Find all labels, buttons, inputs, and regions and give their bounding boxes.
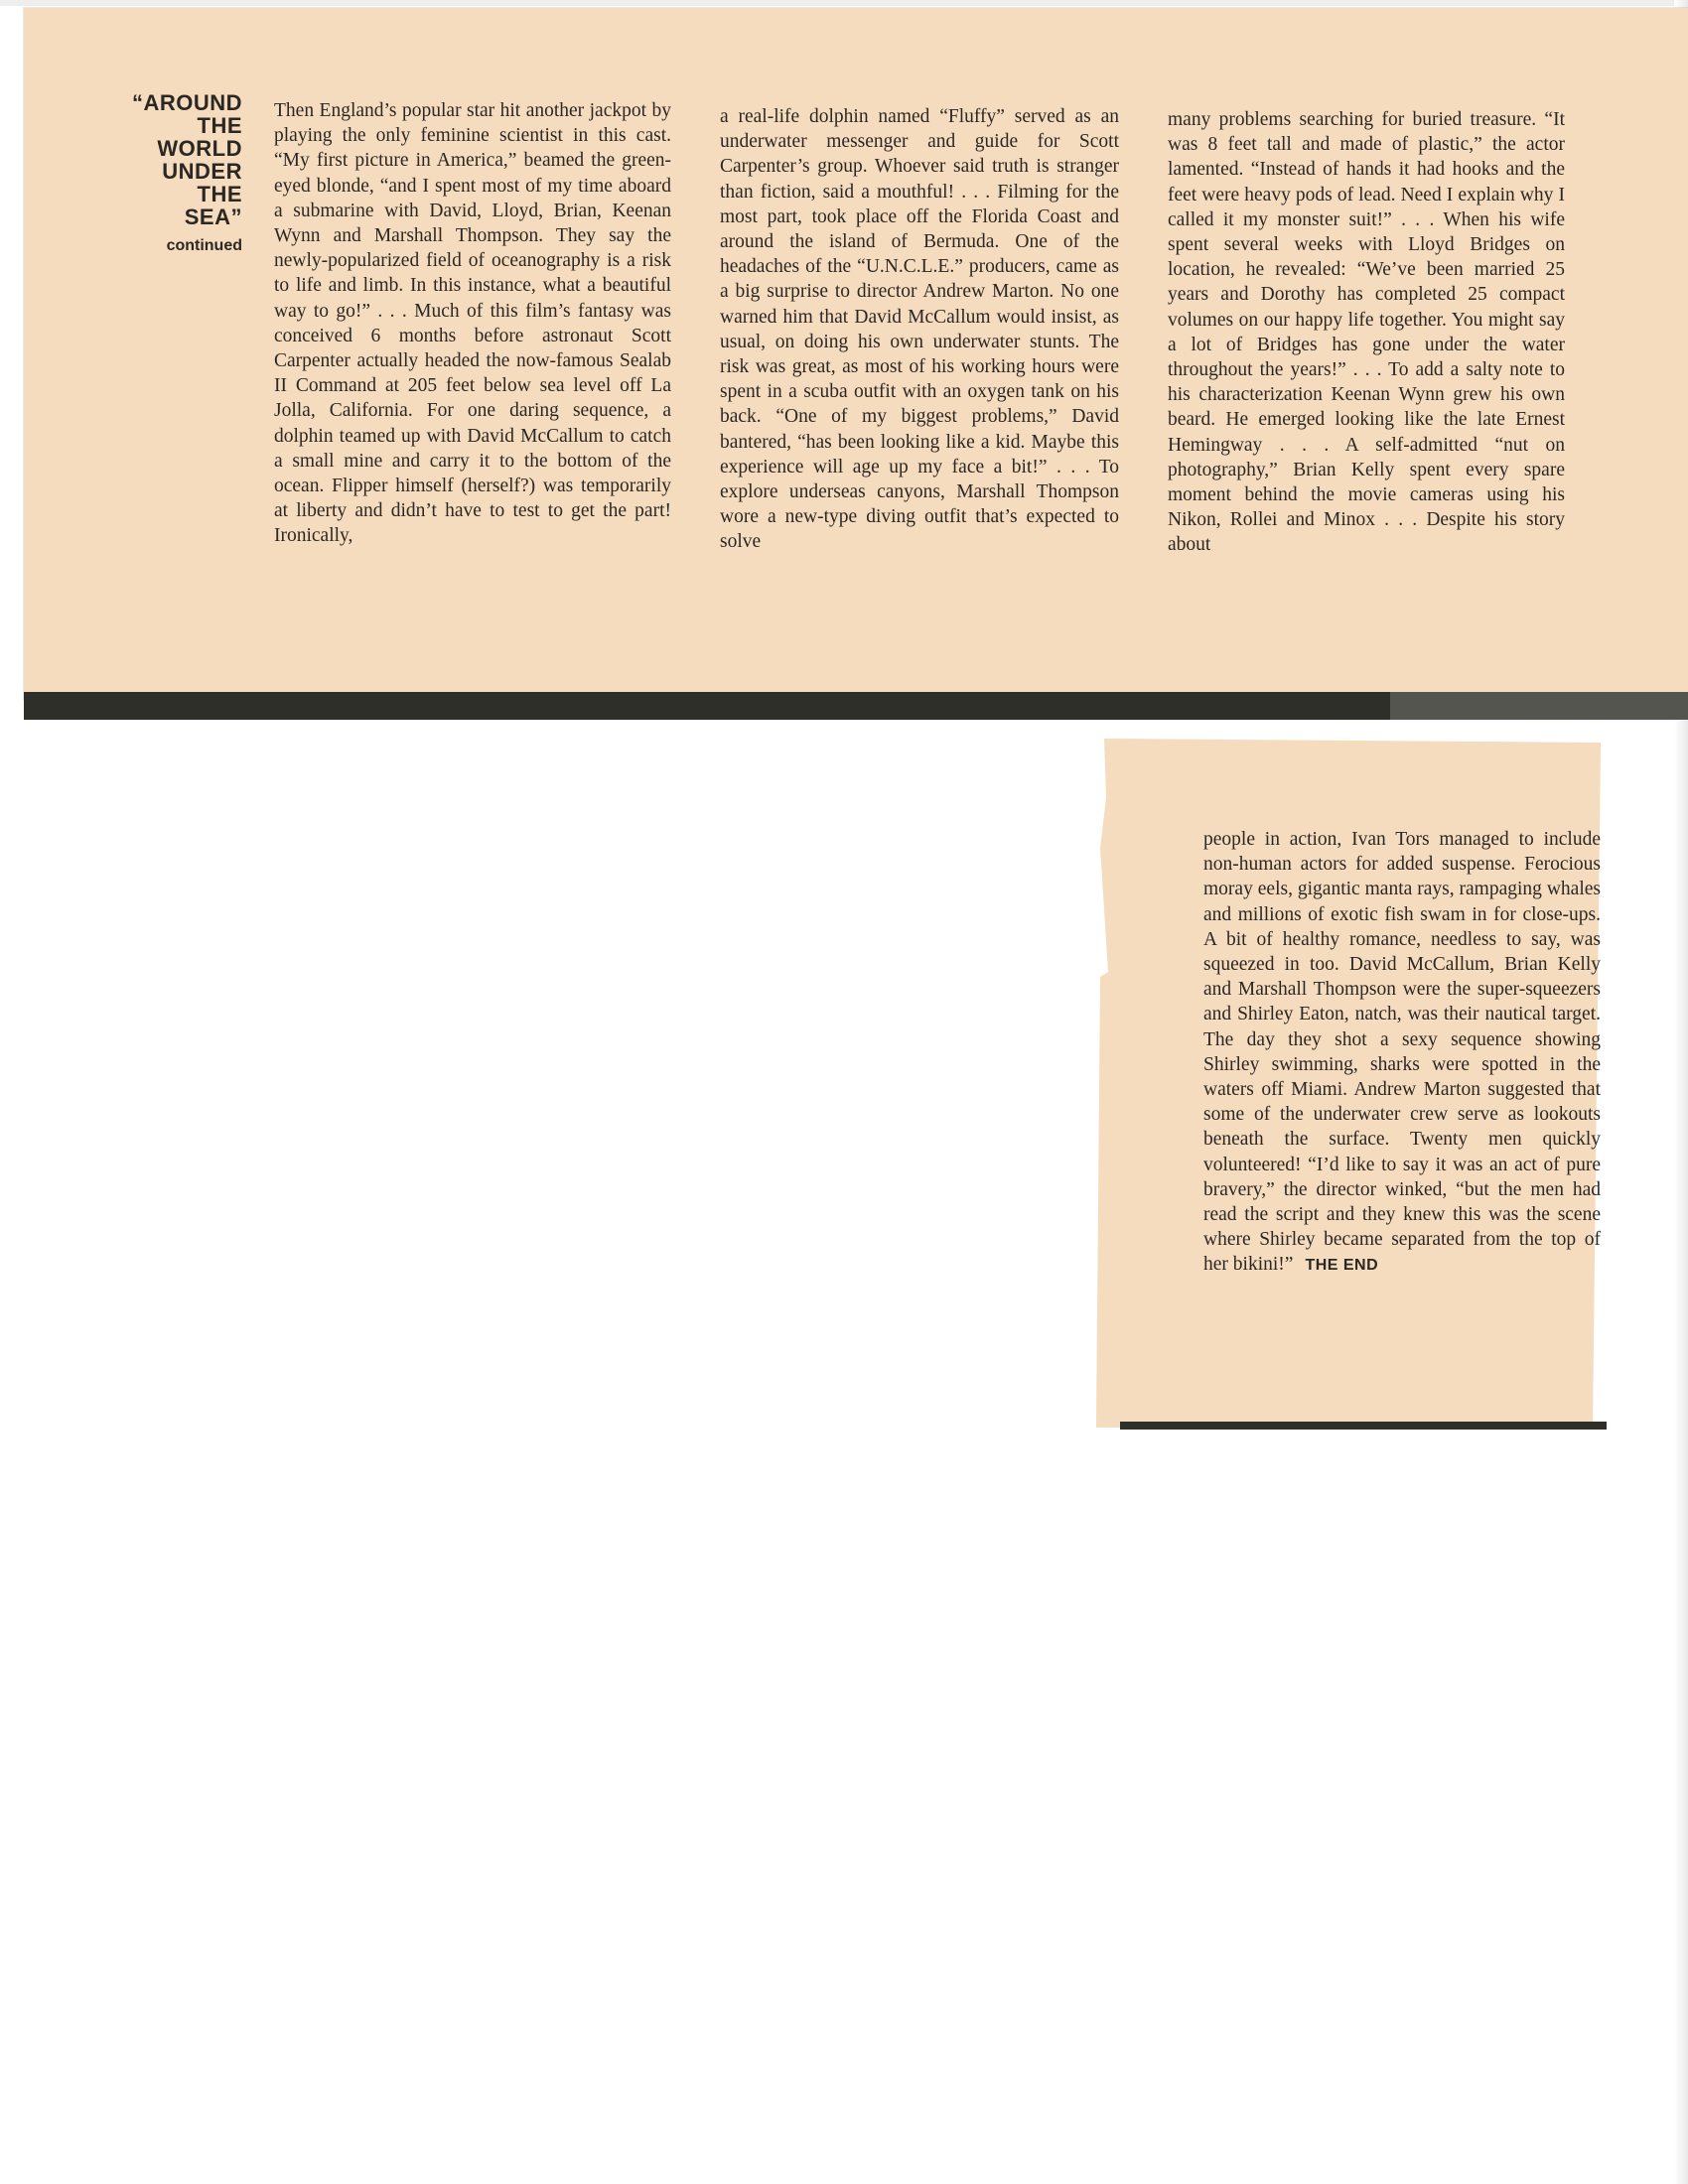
heading-line: “AROUND <box>131 90 242 115</box>
continued-label: continued <box>166 237 242 254</box>
article-column-2: a real-life dolphin named “Fluffy” served as an underwater messenger and guide for Scott Carpenter’s group. Whoever said truth is stranger than fiction, said a mouthful! . . . Filming for the most part, took place off the Florida Coast and around the island of Bermuda. One of the headaches of the “U.N.C.L.E.” producers, came as a big surprise to director Andrew Marton. No one warned him that David McCallum would insist, as usual, on doing his own underwater stunts. The risk was great, as most of his working hours were spent in a scuba outfit with an oxygen tank on his back. “One of my biggest problems,” David bantered, “has been looking like a kid. Maybe this experience will age up my face a bit!” . . . To explore underseas canyons, Marshall Thompson wore a new-type diving outfit that’s expected to solve <box>720 106 1119 553</box>
scan-edge-top <box>0 0 1688 6</box>
article-column-4-text: people in action, Ivan Tors managed to include non-human actors for added suspense. Ferocious moray eels, gigantic manta rays, rampaging whales and millions of exotic fish swam in for close-ups. A bit of healthy romance, needless to say, was squeezed in too. David McCallum, Brian Kelly and Marshall Thompson were the super-squeezers and Shirley Eaton, natch, was their nautical target. The day they shot a sexy sequence showing Shirley swimming, sharks were spotted in the waters off Miami. Andrew Marton suggested that some of the underwater crew serve as lookouts beneath the surface. Twenty men quickly volunteered! “I’d like to say it was an act of pure bravery,” the director winked, “but the men had read the script and they knew this was the scene where Shirley became separated from the top of her bikini!” <box>1203 829 1601 1276</box>
lower-clipping-rule <box>1120 1422 1607 1430</box>
heading-line: WORLD <box>157 136 242 161</box>
upper-clipping-rule-end <box>1390 692 1688 720</box>
heading-line: SEA” <box>184 205 242 229</box>
heading-line: UNDER <box>162 159 242 184</box>
article-column-1: Then England’s popular star hit another jackpot by playing the only feminine scientist in this cast. “My first picture in America,” beamed the green-eyed blonde, “and I spent most of my time aboard a submarine with David, Lloyd, Brian, Keenan Wynn and Marshall Thompson. They say the newly-popularized field of oceanography is a risk to life and limb. In this instance, what a beautiful way to go!” . . . Much of this film’s fantasy was conceived 6 months before astronaut Scott Carpenter actually headed the now-famous Sealab II Command at 205 feet below sea level off La Jolla, California. For one daring sequence, a dolphin teamed up with David McCallum to catch a small mine and carry it to the bottom of the ocean. Flipper himself (herself?) was temporarily at liberty and didn’t have to test to get the part! Ironically, <box>274 100 671 547</box>
heading-line: THE <box>197 113 242 138</box>
article-column-4 <box>1203 827 1601 1279</box>
heading-line: THE <box>197 182 242 206</box>
article-heading <box>101 91 242 257</box>
article-column-3: many problems searching for buried treasure. “It was 8 feet tall and made of plastic,” the actor lamented. “Instead of hands it had hooks and the feet were heavy pods of lead. Need I explain why I called it my monster suit!” . . . When his wife spent several weeks with Lloyd Bridges on location, he revealed: “We’ve been married 25 years and Dorothy has completed 25 compact volumes on our happy life together. You might say a lot of Bridges has gone under the water throughout the years!” . . . To add a salty note to his characterization Keenan Wynn grew his own beard. He emerged looking like the late Ernest Hemingway . . . A self-admitted “nut on photography,” Brian Kelly spent every spare moment behind the movie cameras using his Nikon, Rollei and Minox . . . Despite his story about <box>1168 109 1565 556</box>
end-mark: THE END <box>1305 1257 1379 1275</box>
